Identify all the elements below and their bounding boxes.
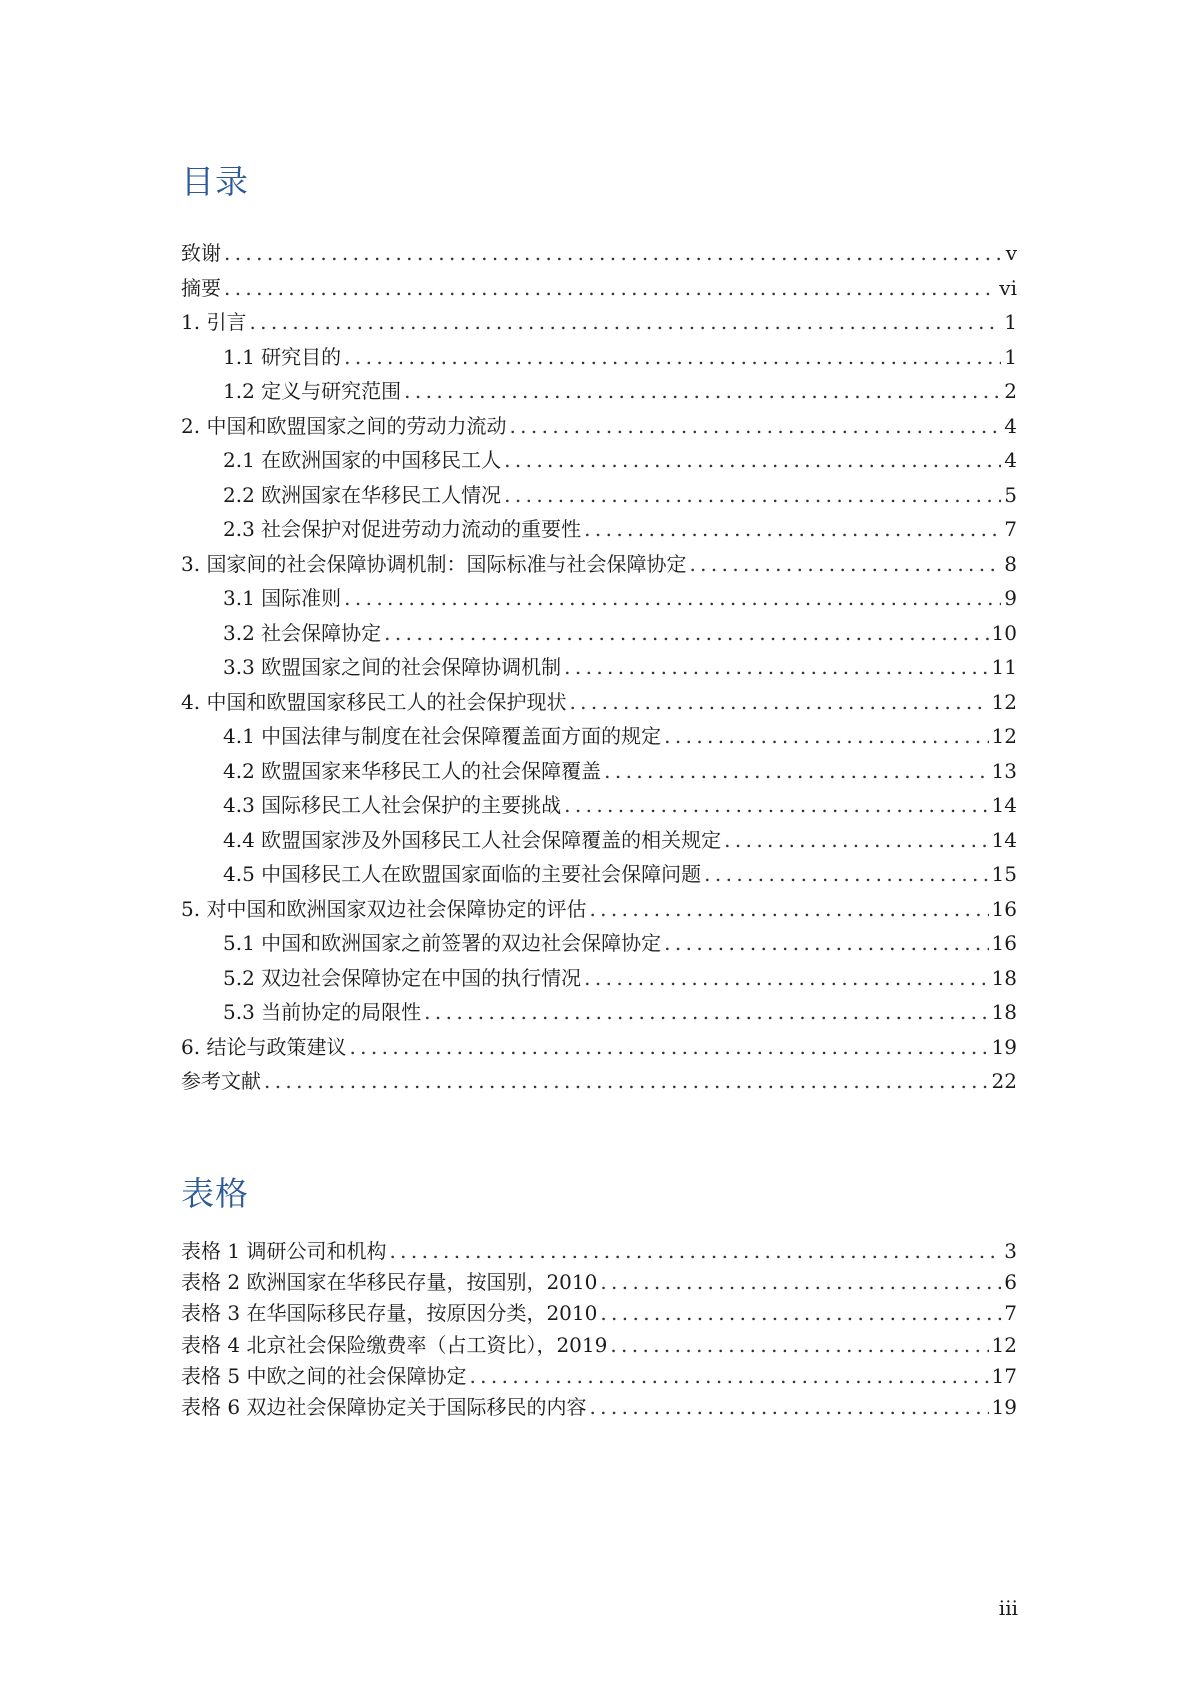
toc-entry-text: 3. 国家间的社会保障协调机制：国际标准与社会保障协定 bbox=[181, 551, 687, 576]
toc-entry-page-number: 1 bbox=[1004, 344, 1017, 369]
dot-leader bbox=[404, 374, 1001, 409]
table-list-entry[interactable] bbox=[181, 1267, 1017, 1298]
table-list-entry[interactable] bbox=[181, 1361, 1017, 1392]
dot-leader bbox=[564, 650, 988, 685]
toc-entry-page-number: 22 bbox=[991, 1069, 1017, 1093]
toc-entry-page-number: v bbox=[1005, 241, 1017, 265]
toc-entry[interactable] bbox=[181, 892, 1017, 927]
dot-leader bbox=[664, 926, 988, 961]
toc-entry-text: 4.5 中国移民工人在欧盟国家面临的主要社会保障问题 bbox=[223, 862, 702, 886]
toc-entry-page-number: vi bbox=[999, 275, 1017, 300]
toc-entry-page-number: 16 bbox=[991, 896, 1017, 921]
toc-entry-text: 5.3 当前协定的局限性 bbox=[223, 1000, 422, 1024]
toc-entry[interactable] bbox=[181, 754, 1017, 789]
toc-entry[interactable] bbox=[181, 823, 1017, 858]
toc-entry[interactable] bbox=[181, 547, 1017, 582]
toc-entry[interactable] bbox=[181, 995, 1017, 1030]
dot-leader bbox=[584, 961, 988, 996]
toc-entry-page-number: 18 bbox=[991, 1000, 1017, 1024]
table-list-entry[interactable] bbox=[181, 1236, 1017, 1267]
toc-entry-text: 3.1 国际准则 bbox=[223, 586, 342, 610]
toc-entry-page-number: 1 bbox=[1004, 310, 1017, 334]
table-list-entry-text: 表格 2 欧洲国家在华移民存量，按国别，2010 bbox=[181, 1270, 598, 1295]
table-list-entry-text: 表格 4 北京社会保险缴费率（占工资比），2019 bbox=[181, 1332, 608, 1357]
toc-entry[interactable] bbox=[181, 650, 1017, 685]
dot-leader bbox=[249, 305, 1001, 340]
table-list-entry-text: 表格 1 调研公司和机构 bbox=[181, 1239, 387, 1263]
dot-leader bbox=[344, 340, 1001, 375]
table-list-entry-page-number: 17 bbox=[991, 1363, 1017, 1388]
toc-entry-text: 参考文献 bbox=[181, 1069, 261, 1093]
toc-entry[interactable] bbox=[181, 236, 1017, 271]
dot-leader bbox=[589, 892, 988, 927]
toc-entry[interactable] bbox=[181, 788, 1017, 823]
table-list-entry-page-number: 6 bbox=[1004, 1270, 1017, 1295]
toc-entry-page-number: 13 bbox=[991, 758, 1017, 783]
table-list-entry-page-number: 12 bbox=[991, 1332, 1017, 1357]
toc-entry-page-number: 4 bbox=[1004, 448, 1017, 472]
table-list-entry-text: 表格 3 在华国际移民存量，按原因分类，2010 bbox=[181, 1301, 598, 1326]
toc-entry-page-number: 14 bbox=[991, 827, 1017, 852]
toc-entry[interactable] bbox=[181, 409, 1017, 444]
dot-leader bbox=[264, 1064, 989, 1099]
toc-entry-page-number: 12 bbox=[991, 724, 1017, 748]
table-list-entry-text: 表格 6 双边社会保障协定关于国际移民的内容 bbox=[181, 1394, 587, 1419]
toc-entry-text: 6. 结论与政策建议 bbox=[181, 1034, 347, 1059]
toc-entry-text: 5.1 中国和欧洲国家之前签署的双边社会保障协定 bbox=[223, 931, 662, 955]
toc-entry-text: 1. 引言 bbox=[181, 310, 247, 334]
toc-entry-page-number: 2 bbox=[1004, 379, 1017, 403]
toc-entry[interactable] bbox=[181, 305, 1017, 340]
toc-entry-page-number: 8 bbox=[1004, 551, 1017, 576]
toc-entry[interactable] bbox=[181, 961, 1017, 996]
toc-entry-page-number: 18 bbox=[991, 965, 1017, 990]
toc-entry-page-number: 11 bbox=[991, 655, 1017, 679]
toc-entry-text: 4.4 欧盟国家涉及外国移民工人社会保障覆盖的相关规定 bbox=[223, 827, 722, 852]
toc-entry-text: 2.3 社会保护对促进劳动力流动的重要性 bbox=[223, 517, 582, 541]
page-number: iii bbox=[998, 1596, 1018, 1620]
tables-title: 表格 bbox=[181, 1174, 249, 1213]
toc-entry-page-number: 12 bbox=[991, 689, 1017, 714]
toc-entry[interactable] bbox=[181, 271, 1017, 306]
toc-entry-page-number: 5 bbox=[1004, 482, 1017, 507]
dot-leader bbox=[604, 754, 988, 789]
dot-leader bbox=[224, 271, 996, 306]
toc-title: 目录 bbox=[181, 162, 249, 201]
toc-entry[interactable] bbox=[181, 719, 1017, 754]
dot-leader bbox=[389, 1236, 1001, 1267]
toc-entry[interactable] bbox=[181, 1030, 1017, 1065]
table-list-entry-page-number: 19 bbox=[991, 1394, 1017, 1419]
dot-leader bbox=[424, 995, 988, 1030]
toc-list bbox=[181, 236, 1017, 1099]
toc-entry-page-number: 19 bbox=[991, 1034, 1017, 1059]
toc-entry-text: 1.2 定义与研究范围 bbox=[223, 379, 402, 403]
toc-entry-text: 4.2 欧盟国家来华移民工人的社会保障覆盖 bbox=[223, 758, 602, 783]
toc-entry-text: 2. 中国和欧盟国家之间的劳动力流动 bbox=[181, 413, 507, 438]
table-list-entry-page-number: 3 bbox=[1004, 1239, 1017, 1263]
dot-leader bbox=[704, 857, 988, 892]
table-list-entry-text: 表格 5 中欧之间的社会保障协定 bbox=[181, 1363, 467, 1388]
toc-entry[interactable] bbox=[181, 581, 1017, 616]
dot-leader bbox=[384, 616, 988, 651]
toc-entry[interactable] bbox=[181, 1064, 1017, 1099]
toc-entry-page-number: 4 bbox=[1004, 413, 1017, 438]
toc-entry-page-number: 16 bbox=[991, 931, 1017, 955]
tables-list bbox=[181, 1236, 1017, 1423]
toc-entry-text: 4.1 中国法律与制度在社会保障覆盖面方面的规定 bbox=[223, 724, 662, 748]
dot-leader bbox=[569, 685, 988, 720]
dot-leader bbox=[689, 547, 1001, 582]
dot-leader bbox=[600, 1267, 1001, 1298]
dot-leader bbox=[724, 823, 988, 858]
dot-leader bbox=[664, 719, 988, 754]
toc-entry-text: 3.3 欧盟国家之间的社会保障协调机制 bbox=[223, 655, 562, 679]
toc-entry-text: 4.3 国际移民工人社会保护的主要挑战 bbox=[223, 793, 562, 817]
toc-entry-text: 3.2 社会保障协定 bbox=[223, 620, 382, 645]
toc-entry-text: 1.1 研究目的 bbox=[223, 344, 342, 369]
dot-leader bbox=[504, 478, 1001, 513]
toc-entry-page-number: 14 bbox=[991, 793, 1017, 817]
dot-leader bbox=[349, 1030, 988, 1065]
dot-leader bbox=[509, 409, 1001, 444]
dot-leader bbox=[469, 1361, 988, 1392]
toc-entry-text: 2.2 欧洲国家在华移民工人情况 bbox=[223, 482, 502, 507]
toc-entry[interactable] bbox=[181, 857, 1017, 892]
toc-entry-text: 致谢 bbox=[181, 241, 221, 265]
table-list-entry-page-number: 7 bbox=[1004, 1301, 1017, 1326]
toc-entry-text: 5.2 双边社会保障协定在中国的执行情况 bbox=[223, 965, 582, 990]
toc-entry[interactable] bbox=[181, 374, 1017, 409]
dot-leader bbox=[504, 443, 1001, 478]
dot-leader bbox=[589, 1392, 988, 1423]
dot-leader bbox=[610, 1330, 988, 1361]
dot-leader bbox=[584, 512, 1001, 547]
toc-entry-text: 摘要 bbox=[181, 275, 221, 300]
dot-leader bbox=[344, 581, 1001, 616]
toc-entry[interactable] bbox=[181, 512, 1017, 547]
toc-entry-page-number: 7 bbox=[1004, 517, 1017, 541]
toc-entry[interactable] bbox=[181, 926, 1017, 961]
table-list-entry[interactable] bbox=[181, 1392, 1017, 1423]
toc-entry-text: 5. 对中国和欧洲国家双边社会保障协定的评估 bbox=[181, 896, 587, 921]
dot-leader bbox=[600, 1298, 1001, 1329]
toc-entry[interactable] bbox=[181, 685, 1017, 720]
dot-leader bbox=[224, 236, 1003, 271]
toc-entry[interactable] bbox=[181, 478, 1017, 513]
toc-entry[interactable] bbox=[181, 443, 1017, 478]
toc-entry-text: 4. 中国和欧盟国家移民工人的社会保护现状 bbox=[181, 689, 567, 714]
dot-leader bbox=[564, 788, 988, 823]
table-list-entry[interactable] bbox=[181, 1330, 1017, 1361]
toc-entry[interactable] bbox=[181, 616, 1017, 651]
toc-entry-page-number: 9 bbox=[1004, 586, 1017, 610]
toc-entry-page-number: 10 bbox=[991, 620, 1017, 645]
table-list-entry[interactable] bbox=[181, 1298, 1017, 1329]
toc-entry-text: 2.1 在欧洲国家的中国移民工人 bbox=[223, 448, 502, 472]
toc-entry-page-number: 15 bbox=[991, 862, 1017, 886]
toc-entry[interactable] bbox=[181, 340, 1017, 375]
